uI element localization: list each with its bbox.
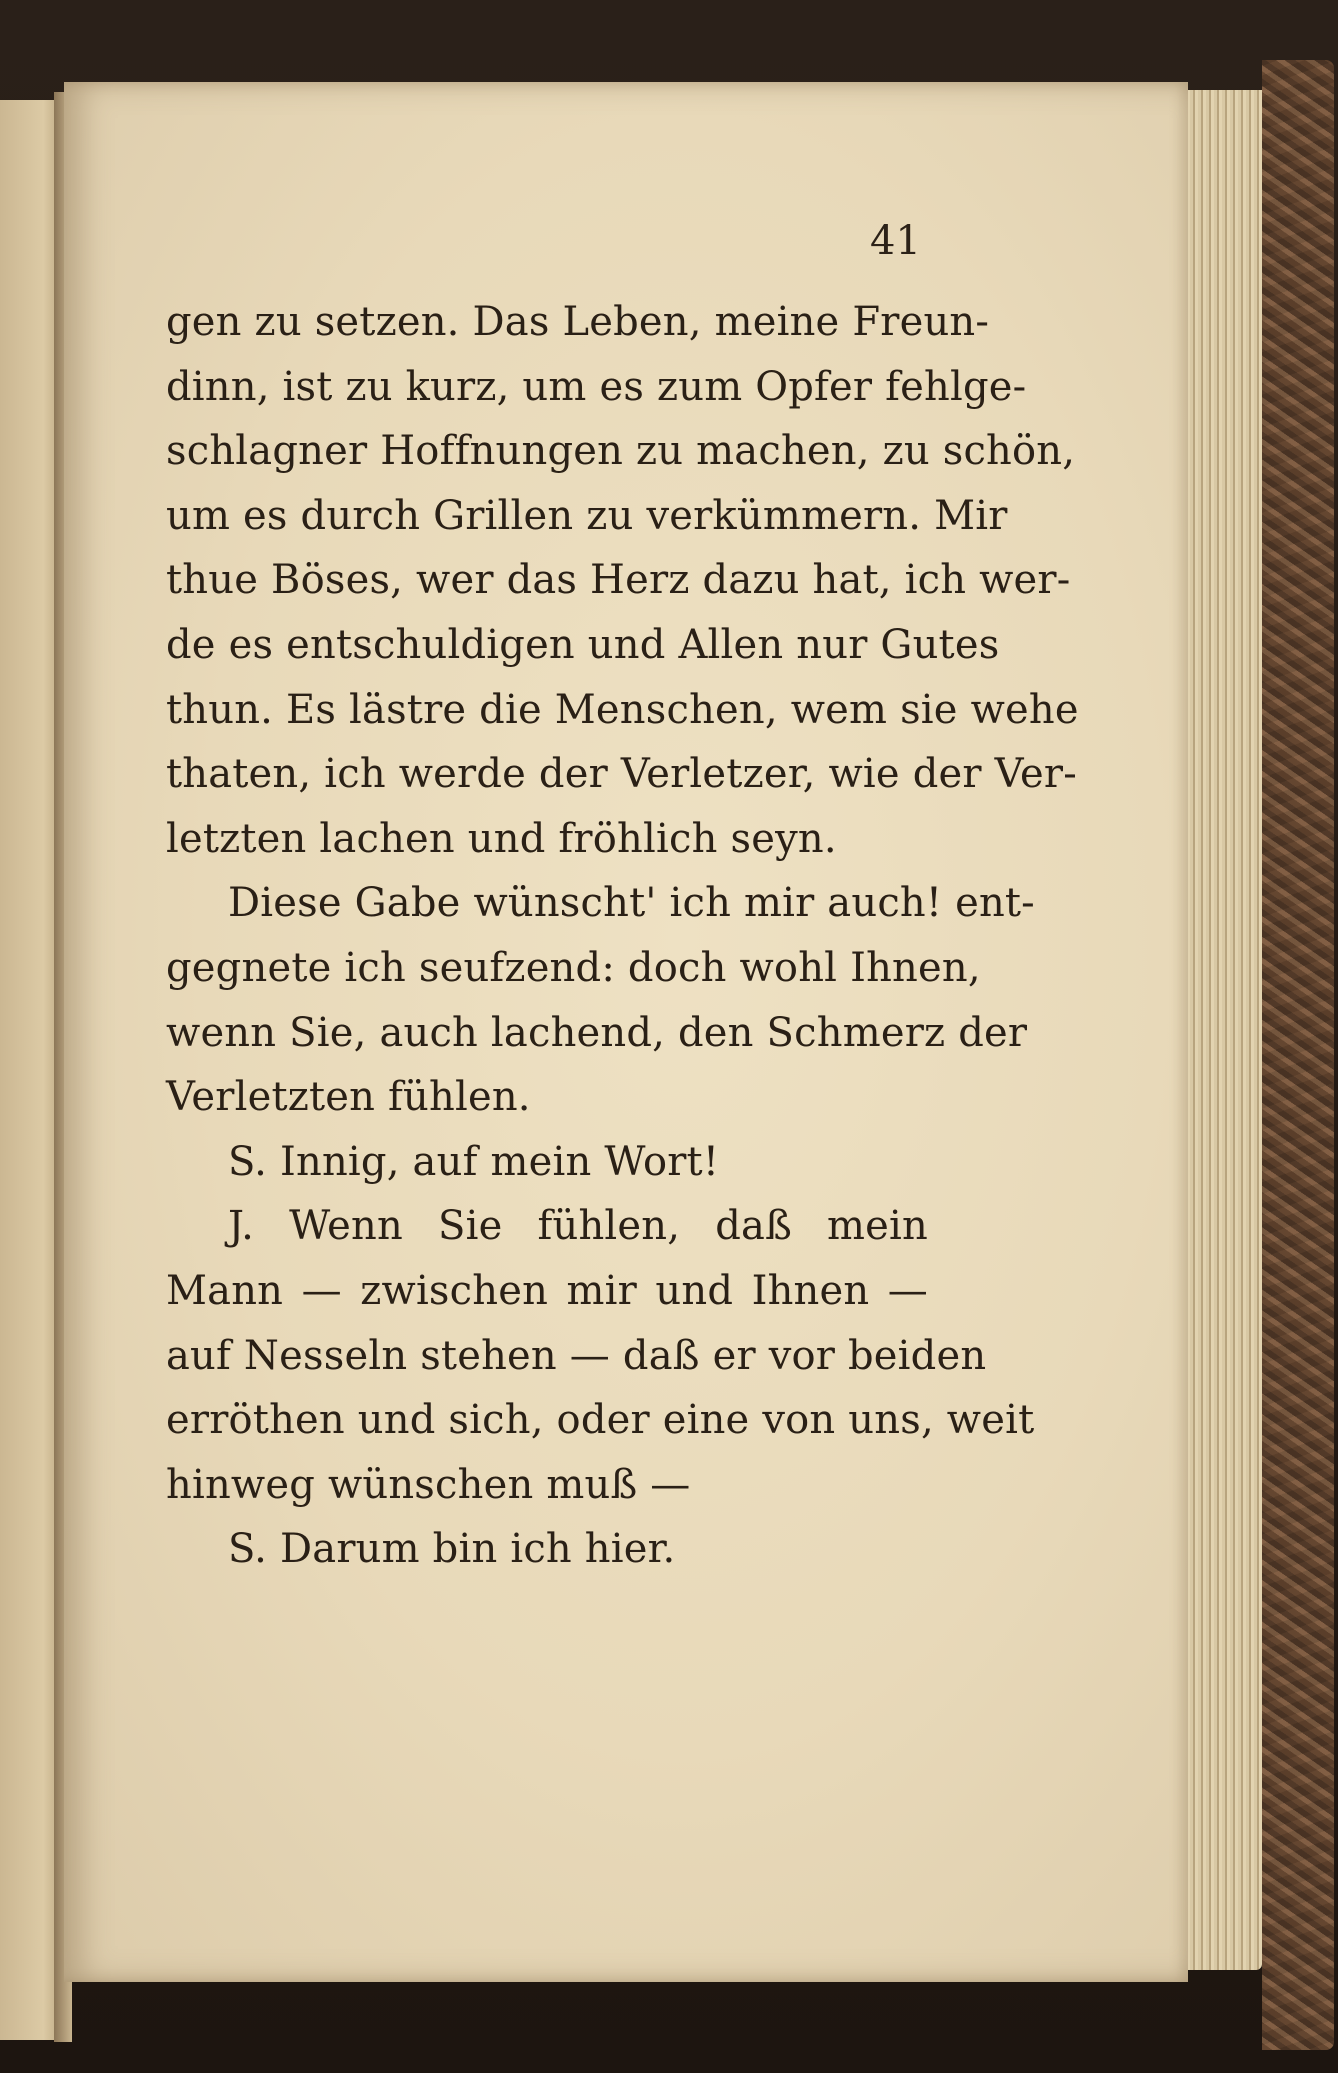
text-line: wenn Sie, auch lachend, den Schmerz der [166, 1009, 1028, 1056]
text-line: schlagner Hoffnungen zu machen, zu schön, [166, 428, 1076, 475]
text-line: thue Böses, wer das Herz dazu hat, ich wer- [166, 557, 1071, 604]
text-line: auf Nesseln stehen — daß er vor beiden [166, 1332, 987, 1379]
marbled-cover [1262, 60, 1334, 2050]
text-line: de es entschuldigen und Allen nur Gutes [166, 621, 1000, 668]
text-line: J. Wenn Sie fühlen, daß mein [228, 1203, 928, 1250]
text-line: erröthen und sich, oder eine von uns, weit [166, 1397, 1035, 1444]
left-page-edge [0, 100, 62, 2040]
text-line: dinn, ist zu kurz, um es zum Opfer fehlge- [166, 363, 1027, 410]
text-line: S. Darum bin ich hier. [228, 1526, 676, 1573]
text-line: hinweg wünschen muß — [166, 1461, 691, 1508]
text-line: S. Innig, auf mein Wort! [228, 1138, 720, 1185]
text-line: Verletzten fühlen. [166, 1074, 531, 1121]
text-line: um es durch Grillen zu verkümmern. Mir [166, 492, 1008, 539]
text-line: Diese Gabe wünscht' ich mir auch! ent- [228, 880, 1035, 927]
text-line: thaten, ich werde der Verletzer, wie der Ver- [166, 751, 1077, 798]
page-edges [1182, 90, 1262, 1970]
page-number: 41 [870, 218, 921, 264]
text-line: thun. Es lästre die Menschen, wem sie wehe [166, 686, 1079, 733]
text-line: gegnete ich seufzend: doch wohl Ihnen, [166, 944, 981, 991]
text-line: Mann — zwischen mir und Ihnen — [166, 1267, 928, 1314]
page-text [166, 290, 1079, 1582]
text-line: letzten lachen und fröhlich seyn. [166, 815, 837, 862]
text-line: gen zu setzen. Das Leben, meine Freun- [166, 299, 990, 345]
